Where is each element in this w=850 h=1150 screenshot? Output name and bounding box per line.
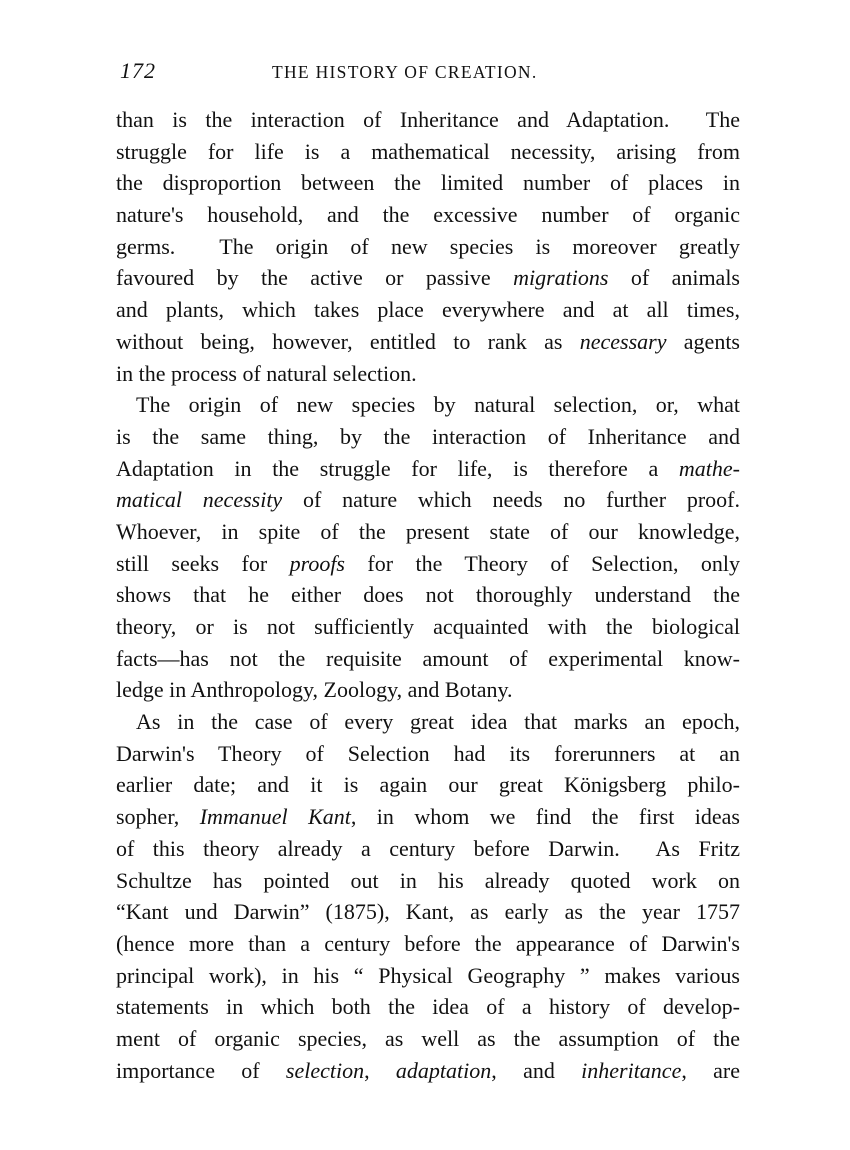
body-text: [116, 104, 740, 1086]
text-line: “Kant und Darwin” (1875), Kant, as early as the year 1757: [116, 899, 740, 925]
text-line: sopher, Immanuel Kant, in whom we find the first ideas: [116, 804, 740, 830]
emphasis: migrations: [513, 265, 609, 291]
emphasis: inheritance: [581, 1057, 682, 1083]
text-line: ledge in Anthropology, Zoology, and Botany.: [116, 677, 513, 703]
text-line: and plants, which takes place everywhere and at all times,: [116, 297, 740, 323]
text-line: of this theory already a century before Darwin. As Fritz: [116, 835, 740, 861]
emphasis: necessary: [579, 328, 667, 354]
emphasis: mathe-: [678, 455, 740, 481]
text-line: Schultze has pointed out in his already quoted work on: [116, 867, 740, 893]
text-line: Adaptation in the struggle for life, is therefore a mathe-: [116, 455, 740, 481]
paragraph-start-line: As in the case of every great idea that marks an epoch,: [136, 709, 740, 735]
text-line: ment of organic species, as well as the assumption of the: [116, 1025, 740, 1051]
running-head: [120, 58, 738, 88]
text-line: still seeks for proofs for the Theory of Selection, only: [116, 550, 740, 576]
emphasis: proofs: [289, 550, 345, 576]
text-line: than is the interaction of Inheritance and Adaptation. The: [116, 107, 740, 132]
text-line: theory, or is not sufficiently acquainted with the biological: [116, 614, 740, 639]
text-line: earlier date; and it is again our great Königsberg philo-: [116, 772, 740, 798]
text-line: importance of selection, adaptation, and inheritance, are: [116, 1057, 741, 1083]
emphasis: adaptation: [395, 1057, 492, 1083]
emphasis: selection: [285, 1057, 365, 1083]
text-line: germs. The origin of new species is moreover greatly: [116, 233, 740, 259]
text-line: matical necessity of nature which needs no further proof.: [116, 487, 740, 513]
text-line: nature's household, and the excessive number of organic: [116, 202, 740, 228]
text-line: (hence more than a century before the appearance of Darwin's: [116, 930, 740, 956]
text-line: the disproportion between the limited number of places in: [116, 170, 740, 196]
text-line: struggle for life is a mathematical necessity, arising from: [116, 138, 740, 164]
text-line: shows that he either does not thoroughly understand the: [116, 582, 740, 608]
text-line: principal work), in his “ Physical Geography ” makes various: [116, 962, 740, 988]
running-title: THE HISTORY OF CREATION.: [272, 62, 538, 82]
text-line: Darwin's Theory of Selection had its forerunners at an: [116, 740, 740, 766]
text-line: without being, however, entitled to rank as necessary agents: [116, 328, 740, 354]
emphasis: matical necessity: [116, 487, 283, 513]
paragraph-start-line: The origin of new species by natural selection, or, what: [136, 392, 740, 418]
text-line: in the process of natural selection.: [116, 360, 417, 386]
text-line: statements in which both the idea of a history of develop-: [116, 994, 740, 1020]
text-line: is the same thing, by the interaction of Inheritance and: [116, 423, 740, 449]
page-number: 172: [120, 58, 156, 83]
text-line: favoured by the active or passive migrations of animals: [116, 265, 740, 291]
text-line: Whoever, in spite of the present state of our knowledge,: [116, 518, 740, 544]
emphasis: Immanuel Kant: [199, 804, 351, 830]
text-line: facts—has not the requisite amount of experimental know-: [116, 645, 740, 671]
